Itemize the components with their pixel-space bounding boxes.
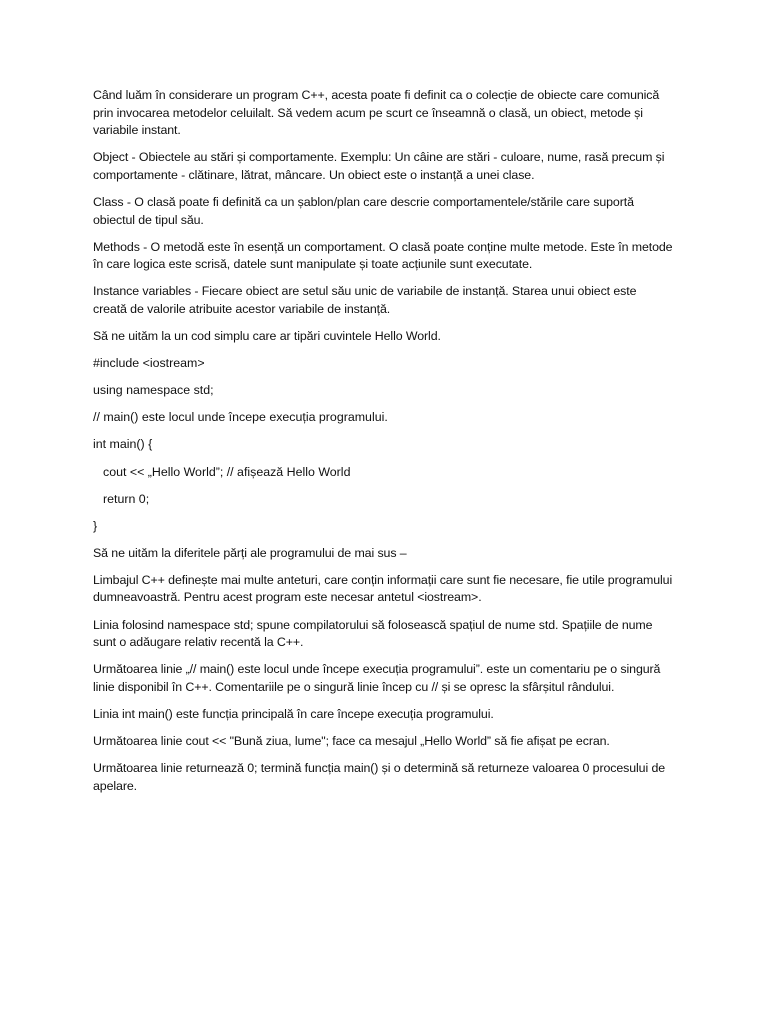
code-include-line: #include <iostream> xyxy=(93,356,205,371)
headers-explanation-paragraph: Limbajul C++ definește mai multe anteturi, care conțin informații care sunt fie necesare, fie utile programului dumneavoastră. Pentru acest program este necesar antetul <iostream>. xyxy=(93,572,673,605)
code-main-open-line: int main() { xyxy=(93,437,153,452)
code-comment-line: // main() este locul unde începe execuția programului. xyxy=(93,410,388,425)
code-close-line: } xyxy=(93,518,98,533)
code-intro-paragraph: Să ne uităm la un cod simplu care ar tipări cuvintele Hello World. xyxy=(93,329,441,344)
methods-definition-paragraph: Methods - O metodă este în esență un comportament. O clasă poate conține multe metode. Este în metode în care logica este scrisă, datele sunt manipulate și toate acțiunile sunt executate. xyxy=(93,239,673,272)
code-cout-line: cout << „Hello World”; // afișează Hello World xyxy=(103,464,351,479)
return-explanation-paragraph: Următoarea linie returnează 0; termină funcția main() și o determină să returneze valoarea 0 procesului de apelare. xyxy=(93,761,666,793)
program-parts-heading-paragraph: Să ne uităm la diferitele părți ale programului de mai sus – xyxy=(93,545,407,560)
namespace-explanation-paragraph: Linia folosind namespace std; spune compilatorului să folosească spațiul de nume std. Spațiile de nume sunt o adăugare relativ recentă la C++. xyxy=(93,617,653,650)
object-definition-paragraph: Object - Obiectele au stări și comportamente. Exemplu: Un câine are stări - culoare, nume, rasă precum și comportamente - clătinare, lătrat, mâncare. Un obiect este o instanță a unei clase. xyxy=(93,150,665,182)
comment-explanation-paragraph: Următoarea linie „// main() este locul unde începe execuția programului”. este un comentariu pe o singură linie disponibil în C++. Comentariile pe o singură linie încep cu // și se opresc la sfârșitul rândului. xyxy=(93,662,661,694)
cout-explanation-paragraph: Următoarea linie cout << "Bună ziua, lume"; face ca mesajul „Hello World” să fie afișat pe ecran. xyxy=(93,734,610,749)
document-body xyxy=(93,87,673,805)
class-definition-paragraph: Class - O clasă poate fi definită ca un șablon/plan care descrie comportamentele/stările care suportă obiectul de tipul său. xyxy=(93,194,634,227)
main-function-explanation-paragraph: Linia int main() este funcția principală în care începe execuția programului. xyxy=(93,706,494,721)
instance-variables-paragraph: Instance variables - Fiecare obiect are setul său unic de variabile de instanță. Starea unui obiect este creată de valorile atribuite acestor variabile de instanță. xyxy=(93,284,637,316)
code-using-line: using namespace std; xyxy=(93,383,214,398)
intro-paragraph: Când luăm în considerare un program C++, acesta poate fi definit ca o colecție de obiecte care comunică prin invocarea metodelor celuilalt. Să vedem acum pe scurt ce înseamnă o clasă, un obiect, metode și variabile instant. xyxy=(93,88,660,138)
code-return-line: return 0; xyxy=(103,491,150,506)
